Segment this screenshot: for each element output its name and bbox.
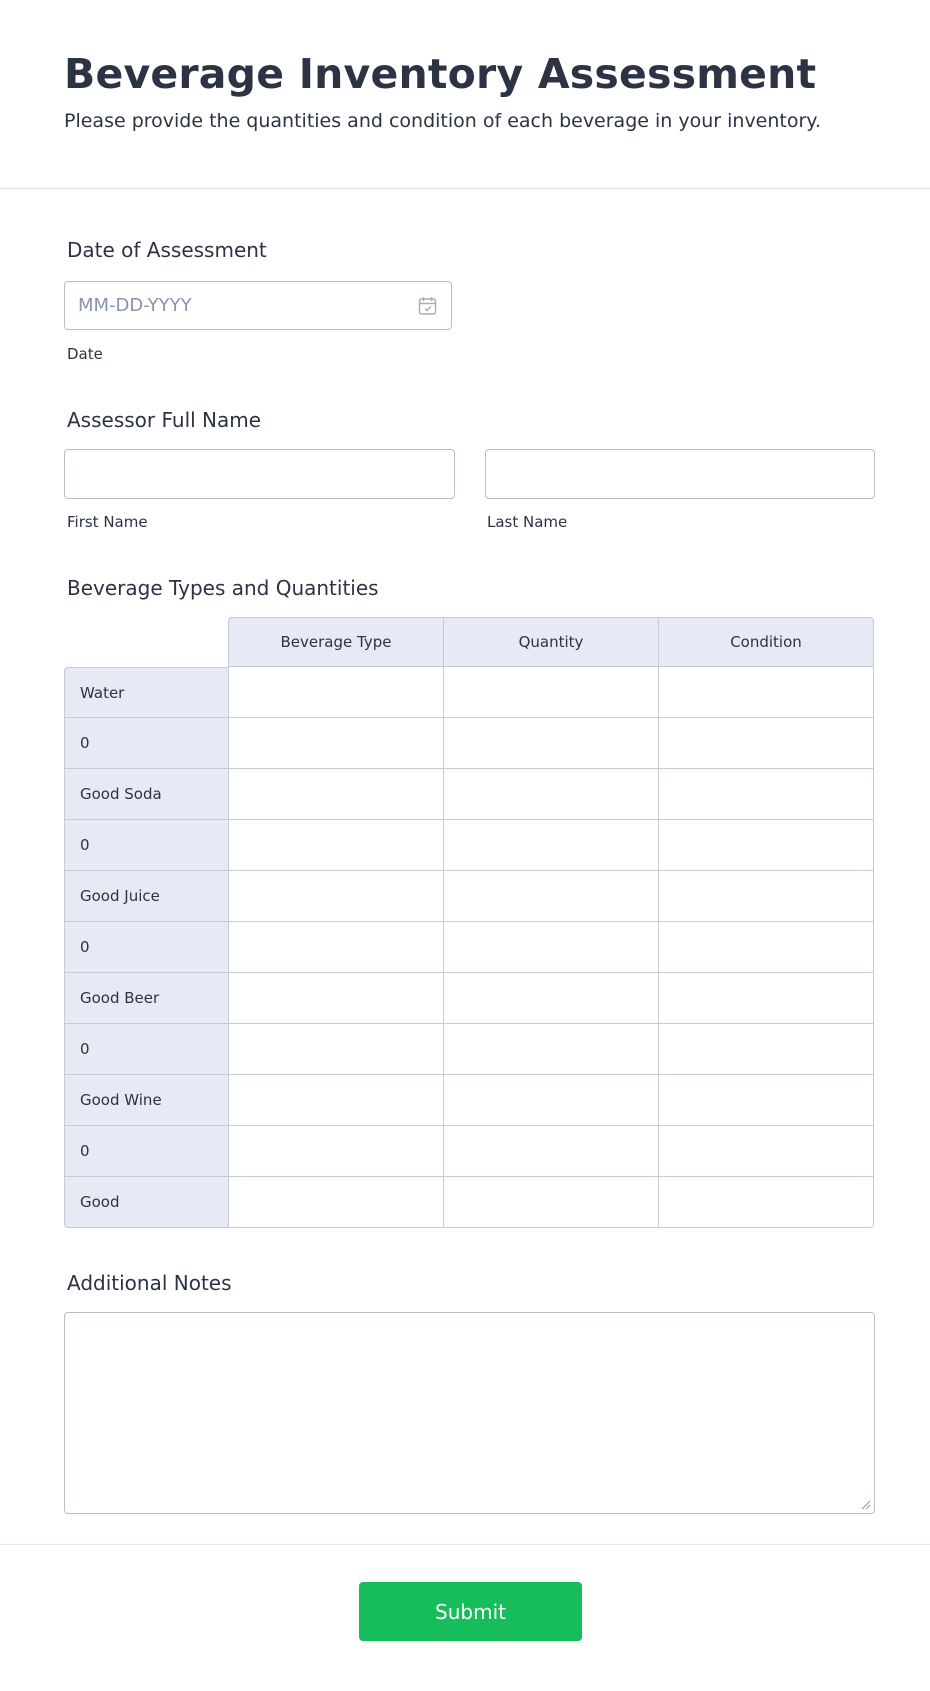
- date-input[interactable]: [64, 281, 452, 330]
- first-name-sublabel: First Name: [67, 513, 148, 531]
- matrix-cell[interactable]: [658, 718, 874, 769]
- matrix-cell[interactable]: [658, 1024, 874, 1075]
- matrix-cell[interactable]: [443, 769, 658, 820]
- matrix-cell[interactable]: [658, 1177, 874, 1228]
- notes-textarea[interactable]: [64, 1312, 875, 1514]
- matrix-cell[interactable]: [658, 820, 874, 871]
- matrix-cell[interactable]: [658, 769, 874, 820]
- form-subtitle: Please provide the quantities and condition of each beverage in your inventory.: [64, 110, 821, 132]
- footer-divider: [0, 1544, 930, 1545]
- matrix-cell[interactable]: [443, 1075, 658, 1126]
- matrix-cell[interactable]: [658, 1126, 874, 1177]
- matrix-row-label: Good Wine: [64, 1075, 228, 1126]
- matrix-cell[interactable]: [443, 1024, 658, 1075]
- matrix-cell[interactable]: [228, 1126, 443, 1177]
- matrix-cell[interactable]: [228, 922, 443, 973]
- matrix-row-label: 0: [64, 922, 228, 973]
- beverage-matrix: [64, 617, 875, 1225]
- matrix-row-label: Good: [64, 1177, 228, 1228]
- matrix-row-label: Water: [64, 667, 228, 718]
- matrix-row-label: 0: [64, 1024, 228, 1075]
- matrix-cell[interactable]: [443, 667, 658, 718]
- matrix-cell[interactable]: [658, 667, 874, 718]
- matrix-row-label: Good Juice: [64, 871, 228, 922]
- matrix-cell[interactable]: [228, 1177, 443, 1228]
- submit-button[interactable]: Submit: [359, 1582, 582, 1641]
- matrix-cell[interactable]: [443, 871, 658, 922]
- last-name-input[interactable]: [485, 449, 875, 499]
- matrix-cell[interactable]: [228, 973, 443, 1024]
- name-label: Assessor Full Name: [67, 408, 262, 432]
- notes-label: Additional Notes: [67, 1271, 232, 1295]
- matrix-cell[interactable]: [228, 718, 443, 769]
- matrix-cell[interactable]: [443, 718, 658, 769]
- matrix-cell[interactable]: [658, 973, 874, 1024]
- matrix-row-label: 0: [64, 718, 228, 769]
- matrix-row-label: 0: [64, 1126, 228, 1177]
- matrix-cell[interactable]: [228, 820, 443, 871]
- matrix-cell[interactable]: [658, 871, 874, 922]
- matrix-cell[interactable]: [443, 922, 658, 973]
- matrix-column-header: Condition: [658, 617, 874, 667]
- matrix-label: Beverage Types and Quantities: [67, 576, 379, 600]
- date-sublabel: Date: [67, 345, 103, 363]
- date-label: Date of Assessment: [67, 238, 267, 262]
- calendar-icon[interactable]: [417, 295, 439, 317]
- matrix-cell[interactable]: [228, 769, 443, 820]
- form-header: [0, 0, 930, 189]
- matrix-column-header: Beverage Type: [228, 617, 443, 667]
- form-title: Beverage Inventory Assessment: [64, 50, 817, 98]
- matrix-row-label: Good Beer: [64, 973, 228, 1024]
- matrix-row-label: 0: [64, 820, 228, 871]
- matrix-cell[interactable]: [658, 1075, 874, 1126]
- matrix-cell[interactable]: [228, 667, 443, 718]
- resize-handle-icon[interactable]: [861, 1500, 871, 1510]
- last-name-sublabel: Last Name: [487, 513, 568, 531]
- matrix-cell[interactable]: [443, 1126, 658, 1177]
- matrix-cell[interactable]: [658, 922, 874, 973]
- matrix-cell[interactable]: [443, 820, 658, 871]
- matrix-cell[interactable]: [228, 871, 443, 922]
- matrix-row-label: Good Soda: [64, 769, 228, 820]
- first-name-input[interactable]: [64, 449, 455, 499]
- matrix-cell[interactable]: [228, 1024, 443, 1075]
- matrix-column-header: Quantity: [443, 617, 658, 667]
- matrix-cell[interactable]: [228, 1075, 443, 1126]
- matrix-cell[interactable]: [443, 1177, 658, 1228]
- matrix-cell[interactable]: [443, 973, 658, 1024]
